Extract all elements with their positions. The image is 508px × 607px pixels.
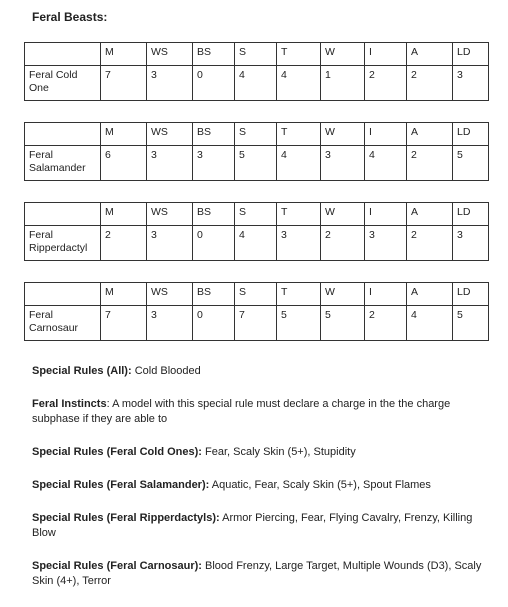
stat-header-cell: S: [235, 43, 277, 66]
stat-value-cell: 5: [453, 306, 489, 341]
special-rule-paragraph: [32, 397, 482, 427]
stat-header-cell: WS: [147, 203, 193, 226]
stat-value-cell: 3: [277, 226, 321, 261]
stat-header-cell: W: [321, 43, 365, 66]
unit-name-cell: Feral Cold One: [25, 66, 101, 101]
stat-header-cell: M: [101, 283, 147, 306]
stat-header-row: [25, 203, 489, 226]
stat-value-cell: 5: [235, 146, 277, 181]
page-heading: Feral Beasts:: [32, 10, 108, 24]
stat-value-cell: 2: [321, 226, 365, 261]
stat-header-cell: I: [365, 123, 407, 146]
stat-value-cell: 4: [277, 66, 321, 101]
stat-value-cell: 3: [365, 226, 407, 261]
stat-header-cell: M: [101, 123, 147, 146]
stat-header-cell: LD: [453, 43, 489, 66]
stat-header-cell: BS: [193, 43, 235, 66]
stat-value-cell: 4: [235, 66, 277, 101]
stat-header-cell: BS: [193, 283, 235, 306]
stat-value-cell: 0: [193, 226, 235, 261]
stat-value-cell: 3: [147, 146, 193, 181]
stat-table: [24, 42, 489, 101]
stat-value-row: [25, 226, 489, 261]
special-rule-paragraph: [32, 511, 482, 541]
special-rule-paragraph: [32, 559, 482, 589]
stat-header-cell: T: [277, 123, 321, 146]
stat-value-cell: 1: [321, 66, 365, 101]
stat-header-cell: WS: [147, 283, 193, 306]
stat-value-cell: 3: [193, 146, 235, 181]
stat-header-cell: BS: [193, 203, 235, 226]
stat-header-row: [25, 283, 489, 306]
stat-header-cell: S: [235, 123, 277, 146]
header-blank-cell: [25, 123, 101, 146]
rule-text: Armor Piercing, Fear, Flying Cavalry, Frenzy, Killing Blow: [32, 512, 473, 539]
stat-header-cell: LD: [453, 123, 489, 146]
stat-table: [24, 122, 489, 181]
stat-value-cell: 3: [453, 66, 489, 101]
stat-header-cell: T: [277, 283, 321, 306]
stat-value-cell: 2: [101, 226, 147, 261]
stat-value-cell: 7: [101, 306, 147, 341]
stat-header-cell: WS: [147, 43, 193, 66]
stat-value-cell: 2: [365, 306, 407, 341]
header-blank-cell: [25, 43, 101, 66]
rule-label: Special Rules (Feral Salamander):: [32, 479, 210, 491]
stat-value-cell: 7: [235, 306, 277, 341]
stat-header-cell: I: [365, 283, 407, 306]
header-blank-cell: [25, 203, 101, 226]
stat-value-cell: 2: [407, 226, 453, 261]
stat-header-cell: M: [101, 203, 147, 226]
rule-label: Feral Instincts: [32, 398, 107, 410]
rule-label: Special Rules (Feral Ripperdactyls):: [32, 512, 220, 524]
stat-header-cell: A: [407, 203, 453, 226]
stat-value-row: [25, 66, 489, 101]
stat-value-cell: 2: [365, 66, 407, 101]
special-rules-section: [32, 364, 482, 607]
stat-value-cell: 7: [101, 66, 147, 101]
stat-value-cell: 0: [193, 306, 235, 341]
rule-text: Blood Frenzy, Large Target, Multiple Wounds (D3), Scaly Skin (4+), Terror: [32, 560, 482, 587]
special-rule-paragraph: [32, 478, 482, 493]
unit-name-cell: Feral Carnosaur: [25, 306, 101, 341]
rule-text: Aquatic, Fear, Scaly Skin (5+), Spout Flames: [209, 479, 431, 491]
stat-header-cell: I: [365, 43, 407, 66]
special-rule-paragraph: [32, 445, 482, 460]
stat-header-cell: M: [101, 43, 147, 66]
stat-header-cell: S: [235, 203, 277, 226]
stat-value-cell: 3: [147, 306, 193, 341]
rule-text: : A model with this special rule must declare a charge in the the charge subphase if they are able to: [32, 398, 451, 425]
stat-header-cell: W: [321, 123, 365, 146]
stat-value-cell: 5: [453, 146, 489, 181]
stat-value-cell: 2: [407, 66, 453, 101]
rule-label: Special Rules (Feral Carnosaur):: [32, 560, 202, 572]
special-rule-paragraph: [32, 364, 482, 379]
stat-header-cell: W: [321, 203, 365, 226]
unit-name-cell: Feral Ripperdactyl: [25, 226, 101, 261]
stat-header-row: [25, 123, 489, 146]
stat-table: [24, 202, 489, 261]
stat-value-cell: 4: [235, 226, 277, 261]
stat-header-cell: LD: [453, 283, 489, 306]
stat-header-cell: W: [321, 283, 365, 306]
stat-value-cell: 5: [277, 306, 321, 341]
stat-header-cell: LD: [453, 203, 489, 226]
stat-header-cell: S: [235, 283, 277, 306]
stat-value-cell: 3: [321, 146, 365, 181]
rule-text: Fear, Scaly Skin (5+), Stupidity: [201, 446, 356, 458]
stat-value-cell: 2: [407, 146, 453, 181]
rule-label: Special Rules (Feral Cold Ones):: [32, 446, 202, 458]
stat-value-row: [25, 146, 489, 181]
header-blank-cell: [25, 283, 101, 306]
stat-value-cell: 5: [321, 306, 365, 341]
stat-value-cell: 3: [147, 226, 193, 261]
unit-name-cell: Feral Salamander: [25, 146, 101, 181]
stat-value-row: [25, 306, 489, 341]
stat-header-cell: I: [365, 203, 407, 226]
stat-value-cell: 4: [407, 306, 453, 341]
stat-header-row: [25, 43, 489, 66]
stat-value-cell: 4: [365, 146, 407, 181]
stat-header-cell: WS: [147, 123, 193, 146]
stat-table: [24, 282, 489, 341]
stat-value-cell: 6: [101, 146, 147, 181]
stat-header-cell: BS: [193, 123, 235, 146]
stat-header-cell: T: [277, 43, 321, 66]
stat-value-cell: 0: [193, 66, 235, 101]
stat-header-cell: A: [407, 283, 453, 306]
stat-value-cell: 3: [147, 66, 193, 101]
stat-header-cell: A: [407, 123, 453, 146]
rule-text: Cold Blooded: [131, 365, 201, 377]
stat-value-cell: 3: [453, 226, 489, 261]
stat-value-cell: 4: [277, 146, 321, 181]
stat-header-cell: T: [277, 203, 321, 226]
rule-label: Special Rules (All):: [32, 365, 132, 377]
stat-header-cell: A: [407, 43, 453, 66]
